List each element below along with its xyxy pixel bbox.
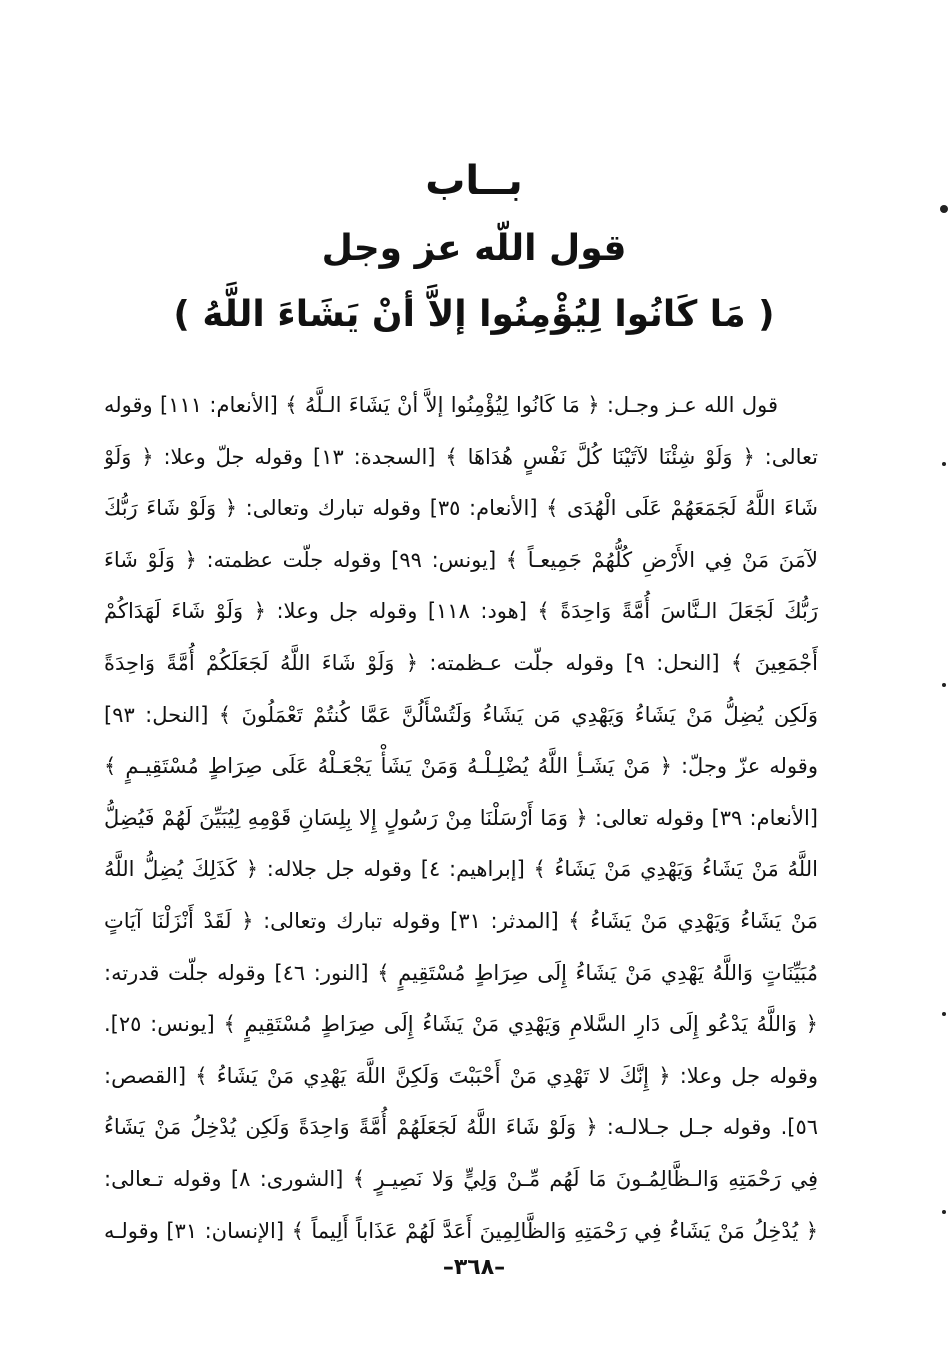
text-line-16: فِي رَحْمَتِهِ وَالـظَّالِمُـونَ مَا لَهُم مِّـنْ وَلِيٍّ وَلا نَصِيـرٍ ﴾ [الشورى: ٨] وقوله تـعالى: xyxy=(104,1166,818,1191)
text-line-6: أَجْمَعِينَ ﴾ [النحل: ٩] وقوله جلّت عـظمته: ﴿ وَلَوْ شَاءَ اللَّهُ لَجَعَلَكُمْ أُمَّةً وَاحِدَةً xyxy=(104,650,818,675)
text-line-1: قول الله عـز وجـل: ﴿ مَا كَانُوا لِيُؤْمِنُوا إلاَّ أنْ يَشَاءَ الـلَّهُ ﴾ [الأنعام: ١١١] وقوله xyxy=(104,393,778,417)
scan-edge-mark xyxy=(942,1012,946,1016)
text-line-8: وقوله عزّ وجلّ: ﴿ مَنْ يَشَـأِ اللَّهُ يُضْلِـلْـهُ وَمَنْ يَشَأْ يَجْعَـلْهُ عَلَى صِرَاطٍ مُسْتَقِيـمٍ ﴾ xyxy=(104,754,818,779)
text-line-3: شَاءَ اللَّهُ لَجَمَعَهُمْ عَلَى الْهُدَى ﴾ [الأنعام: ٣٥] وقوله تبارك وتعالى: ﴿ وَلَوْ شَاءَ رَبُّكَ xyxy=(104,496,818,521)
text-line-11: مَنْ يَشَاءُ وَيَهْدِي مَنْ يَشَاءُ ﴾ [المدثر: ٣١] وقوله تبارك وتعالى: ﴿ لَقَدْ أَنْزَلْنَا آيَاتٍ xyxy=(104,908,818,933)
chapter-verse-title: ( مَا كَانُوا لِيُؤْمِنُوا إلاَّ أنْ يَشَاءَ اللَّهُ ) xyxy=(173,294,775,335)
text-line-12: مُبَيِّنَاتٍ وَاللَّهُ يَهْدِي مَنْ يَشَاءُ إِلَى صِرَاطٍ مُسْتَقِيمٍ ﴾ [النور: ٤٦] وقوله جلّت قدرته: xyxy=(104,960,818,985)
scan-edge-mark xyxy=(942,462,946,466)
text-line-14: وقوله جل وعلا: ﴿ إِنَّكَ لا تَهْدِي مَنْ أَحْبَبْتَ وَلَكِنَّ اللَّهَ يَهْدِي مَنْ يَشَاءُ ﴾ [القصص: xyxy=(104,1063,818,1088)
chapter-title: قول اللّه عز وجل xyxy=(321,228,627,269)
text-line-2: تعالى: ﴿ وَلَوْ شِئْنَا لآتَيْنَا كُلَّ نَفْسٍ هُدَاهَا ﴾ [السجدة: ١٣] وقوله جلّ وعلا: ﴿ وَلَوْ xyxy=(104,444,818,469)
text-line-5: رَبُّكَ لَجَعَلَ الـنَّاسَ أُمَّةً وَاحِدَةً ﴾ [هود: ١١٨] وقوله جل وعلا: ﴿ وَلَوْ شَاءَ لَهَدَاكُمْ xyxy=(104,599,818,624)
text-line-17: ﴿ يُدْخِلُ مَنْ يَشَاءُ فِي رَحْمَتِهِ وَالظَّالِمِينَ أَعَدَّ لَهُمْ عَذَاباً أَلِيماً ﴾ [الإنسان: ٣١] وقولـه xyxy=(104,1218,818,1243)
scan-edge-mark xyxy=(942,683,946,687)
text-line-10: اللَّهُ مَنْ يَشَاءُ وَيَهْدِي مَنْ يَشَاءُ ﴾ [إبراهيم: ٤] وقوله جل جلاله: ﴿ كَذَلِكَ يُضِلُّ اللَّهُ xyxy=(104,857,818,882)
page-number: –٣٦٨– xyxy=(442,1255,506,1280)
body-paragraph xyxy=(104,380,818,1260)
text-line-7: وَلَكِن يُضِلُّ مَنْ يَشَاءُ وَيَهْدِي مَن يَشَاءُ وَلَتُسْأَلُنَّ عَمَّا كُنتُمْ تَعْمَلُونَ ﴾ [النحل: ٩٣] xyxy=(104,702,818,727)
text-line-13: ﴿ وَاللَّهُ يَدْعُو إِلَى دَارِ السَّلامِ وَيَهْدِي مَنْ يَشَاءُ إِلَى صِرَاطٍ مُسْتَقِيمٍ ﴾ [يونس: ٢٥]. xyxy=(104,1012,818,1037)
chapter-heading: بــاب xyxy=(425,158,523,204)
text-line-4: لآمَنَ مَنْ فِي الأَرْضِ كُلُّهُمْ جَمِيعـاً ﴾ [يونس: ٩٩] وقوله جلّت عظمته: ﴿ وَلَوْ شَاءَ xyxy=(104,547,818,572)
text-line-9: [الأنعام: ٣٩] وقوله تعالى: ﴿ وَمَا أَرْسَلْنَا مِنْ رَسُولٍ إِلا بِلِسَانِ قَوْمِهِ لِيُبَيِّنَ لَهُمْ فَيُضِلُّ xyxy=(104,805,818,830)
scan-edge-mark xyxy=(942,1210,946,1214)
scan-edge-mark xyxy=(940,205,948,213)
text-line-15: ٥٦]. وقوله جـل جـلالـه: ﴿ وَلَوْ شَاءَ اللَّهُ لَجَعَلَهُمْ أُمَّةً وَاحِدَةً وَلَكِن يُدْخِلُ مَنْ يَشَاءُ xyxy=(104,1115,818,1140)
